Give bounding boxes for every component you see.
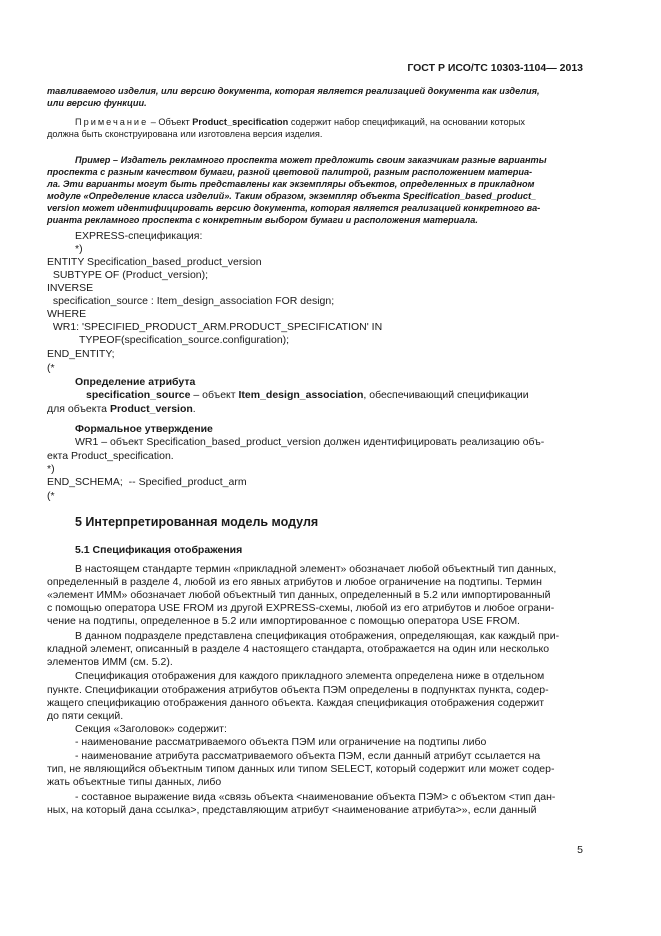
body-line: В настоящем стандарте термин «прикладной элемент» обозначает любой объектный тип данных, [75,563,557,575]
express-line: specification_source : Item_design_association FOR design; [47,295,335,307]
attribute-line2-pre: для объекта [47,403,110,415]
body-line: до пяти секций. [47,710,124,722]
attribute-term: specification_source [86,389,191,401]
express-line: (* [47,362,55,374]
note-label: Примечание [75,117,149,127]
body-line: жащего спецификацию отображения данного объекта. Каждая спецификация отображения содержит [47,697,545,709]
body-line: жать объектные типы данных, либо [47,776,222,788]
example-line: version может идентифицировать версию документа, которая является реализацией конкретного ва- [47,203,541,213]
express-end-line: END_SCHEMA; -- Specified_product_arm [47,476,247,488]
body-line: кладной элемент, описанный в разделе 4 настоящего стандарта, отображается на один или несколько [47,643,550,655]
express-line: WR1: 'SPECIFIED_PRODUCT_ARM.PRODUCT_SPECIFICATION' IN [47,321,383,333]
attribute-definition-line [86,389,529,401]
body-line: определенный в разделе 4, любой из его явных атрибутов и любое ограничение на подтипы. Термин [47,576,542,588]
body-line: - составное выражение вида «связь объекта <наименование объекта ПЭМ> с объектом <тип дан- [75,791,556,803]
body-line: Секция «Заголовок» содержит: [75,723,227,735]
express-line: SUBTYPE OF (Product_version); [47,269,209,281]
attribute-object: Item_design_association [238,389,364,401]
formal-proposition-line: екта Product_specification. [47,450,174,462]
definition-line: тавливаемого изделия, или версию документа, которая является реализацией документа как изделия, [47,86,540,96]
attribute-rest: , обеспечивающий спецификации [363,389,529,401]
example-line: рианта рекламного проспекта с конкретным выбором бумаги и расположения материала. [47,215,478,225]
formal-proposition-heading: Формальное утверждение [75,423,213,435]
express-end-line: (* [47,490,55,502]
note-line: должна быть сконструирована или изготовлена версия изделия. [47,129,323,139]
section-5-1-title: 5.1 Спецификация отображения [75,544,243,556]
express-line: INVERSE [47,282,94,294]
section-5-title: 5 Интерпретированная модель модуля [75,515,319,529]
body-line: элементов ИММ (см. 5.2). [47,656,173,668]
attribute-line2-term: Product_version [109,403,193,415]
body-line: - наименование рассматриваемого объекта ПЭМ или ограничение на подтипы либо [75,736,487,748]
page-header-standard: ГОСТ Р ИСО/ТС 10303-1104— 2013 [407,62,583,74]
express-line: END_ENTITY; [47,348,115,360]
attribute-definition-heading: Определение атрибута [75,376,196,388]
definition-line: или версию функции. [47,98,147,108]
body-line: В данном подразделе представлена спецификация отображения, определяющая, как каждый при- [75,630,560,642]
example-line: ла. Эти варианты могут быть представлены как экземпляры объектов, определенных в прикладном [47,179,535,189]
express-end-line: *) [47,463,55,475]
attribute-mid: – объект [190,389,239,401]
formal-proposition-line: WR1 – объект Specification_based_product_version должен идентифицировать реализацию объ- [75,436,545,448]
example-line: Пример – Издатель рекламного проспекта может предложить своим заказчикам разные варианты [75,155,547,165]
body-line: ных, на который дана ссылка>, представляющим атрибут <наименование атрибута>», если данный [47,804,537,816]
example-line: модуле «Определение класса изделий». Таким образом, экземпляр объекта Specification_based_product_ [47,191,537,201]
body-line: чение на подтипы, определенное в 5.2 или импортированное с помощью оператора USE FROM. [47,615,520,627]
body-line: - наименование атрибута рассматриваемого объекта ПЭМ, если данный атрибут ссылается на [75,750,541,762]
attribute-definition-line [47,403,196,415]
express-line: ENTITY Specification_based_product_version [47,256,262,268]
note-line [75,117,525,127]
express-line: TYPEOF(specification_source.configuration); [79,334,290,346]
body-line: Спецификация отображения для каждого прикладного элемента определена ниже в отдельном [75,670,545,682]
express-line: *) [75,243,83,255]
note-rest: содержит набор спецификаций, на основании которых [290,117,525,127]
page-number: 5 [577,844,583,856]
example-line: проспекта с разным качеством бумаги, разной цветовой палитрой, разным расположением материа- [47,167,533,177]
body-line: «элемент ИММ» обозначает любой объектный тип данных, определенный в 5.2 или импортированный [47,589,551,601]
express-line: EXPRESS-спецификация: [75,230,203,242]
express-line: WHERE [47,308,87,320]
attribute-line2-end: . [192,403,196,415]
body-line: пункте. Спецификации отображения атрибутов объекта ПЭМ определены в подпунктах пункта, содер- [47,684,549,696]
body-line: с помощью оператора USE FROM из другой EXPRESS-схемы, любой из его атрибутов и любое ограни- [47,602,555,614]
body-line: тип, не являющийся объектным типом данных или типом SELECT, который содержит или может содер- [47,763,555,775]
note-term: Product_specification [192,117,289,127]
note-dash: – Объект [150,117,190,127]
